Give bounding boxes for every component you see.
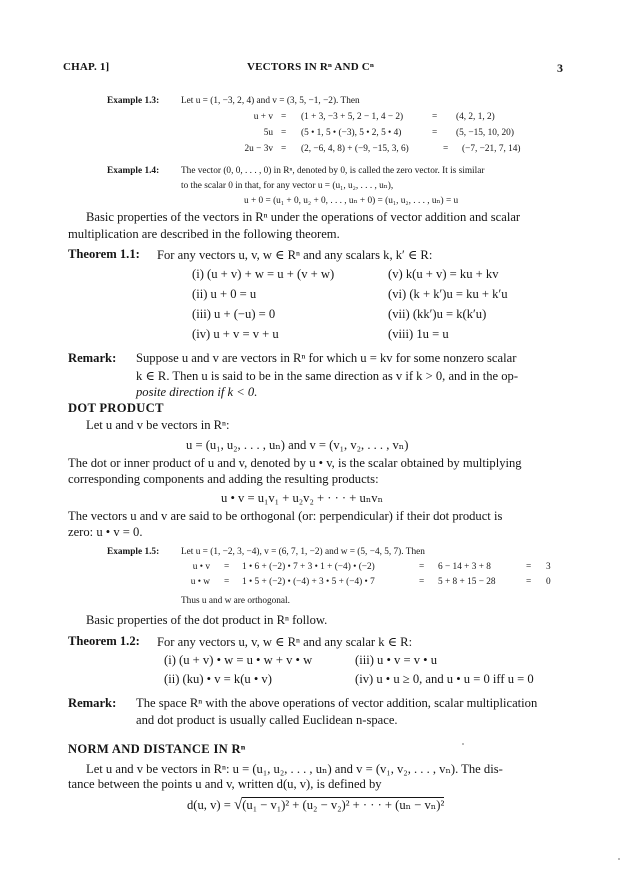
theorem-1-2-intro: For any vectors u, v, w ∈ Rⁿ and any scalar k ∈ R: [157, 635, 413, 649]
remark-1-line3: posite direction if k < 0. [136, 385, 258, 399]
theorem-1-2-item-ii: (ii) (ku) • v = k(u • v) [164, 672, 272, 686]
ex15-row2-eq: = [224, 577, 230, 587]
ex13-row1-mid: (1 + 3, −3 + 5, 2 − 1, 4 − 2) [301, 112, 404, 122]
ex15-row1-lhs: u • v [192, 562, 210, 572]
ex15-row1-eq3: = [526, 562, 532, 572]
scan-speck [462, 743, 464, 745]
ex13-row1-lhs: u + v [253, 112, 273, 122]
ex13-row3-eq2: = [443, 144, 449, 154]
ex15-row2-eq2: = [419, 577, 425, 587]
ex15-row1-eq2: = [419, 562, 425, 572]
ex13-row1-rhs: (4, 2, 1, 2) [456, 112, 495, 122]
example-1-5-note: Thus u and w are orthogonal. [181, 596, 290, 606]
theorem-1-2-item-iii: (iii) u • v = v • u [355, 653, 438, 667]
distance-formula-radicand: (u₁ − v₁)² + (u₂ − v₂)² + · · · + (uₙ − vₙ)² [242, 798, 445, 812]
ex13-row3-eq: = [281, 144, 287, 154]
dot-product-formula: u • v = u₁v₁ + u₂v₂ + · · · + uₙvₙ [221, 491, 384, 505]
theorem-1-1-item-i: (i) (u + v) + w = u + (v + w) [192, 267, 335, 281]
theorem-1-1-item-iv: (iv) u + v = v + u [192, 327, 279, 341]
theorem-1-1-item-vii: (vii) (kk′)u = k(k′u) [388, 307, 487, 321]
remark-2-line2: and dot product is usually called Euclidean n-space. [136, 713, 398, 727]
norm-intro-line2: tance between the points u and v, written d(u, v), is defined by [68, 777, 382, 791]
ex13-row1-eq2: = [432, 112, 438, 122]
theorem-1-1-item-iii: (iii) u + (−u) = 0 [192, 307, 276, 321]
distance-formula [187, 797, 444, 814]
theorem-1-1-item-v: (v) k(u + v) = ku + kv [388, 267, 499, 281]
ex13-row2-eq: = [281, 128, 287, 138]
dot-definition-line1: The dot or inner product of u and v, denoted by u • v, is the scalar obtained by multiplying [68, 456, 522, 470]
distance-formula-lhs: d(u, v) = [187, 798, 234, 812]
chapter-label: CHAP. 1] [63, 61, 110, 73]
ex13-row3-lhs: 2u − 3v [244, 144, 273, 154]
section-heading-norm-distance: NORM AND DISTANCE IN Rⁿ [68, 742, 246, 756]
remark-1-line1: Suppose u and v are vectors in Rⁿ for which u = kv for some nonzero scalar [136, 351, 517, 365]
ex15-row1-result: 3 [546, 562, 551, 572]
running-title: VECTORS IN Rⁿ AND Cⁿ [247, 61, 374, 73]
remark-2-line1: The space Rⁿ with the above operations of vector addition, scalar multiplication [136, 696, 538, 710]
scan-speck [618, 858, 620, 860]
example-1-3-intro: Let u = (1, −3, 2, 4) and v = (3, 5, −1, −2). Then [181, 96, 360, 106]
theorem-1-1-item-vi: (vi) (k + k′)u = ku + k′u [388, 287, 508, 301]
example-1-4-equation: u + 0 = (u₁ + 0, u₂ + 0, . . . , uₙ + 0) = (u₁, u₂, . . . , uₙ) = u [244, 196, 459, 206]
ex15-row2-eq3: = [526, 577, 532, 587]
theorem-1-1-intro: For any vectors u, v, w ∈ Rⁿ and any scalars k, k′ ∈ R: [157, 248, 433, 262]
remark-1-label: Remark: [68, 351, 117, 365]
dot-intro: Let u and v be vectors in Rⁿ: [86, 418, 230, 432]
theorem-1-2-item-iv: (iv) u • u ≥ 0, and u • u = 0 iff u = 0 [355, 672, 534, 686]
ex15-row2-result: 0 [546, 577, 551, 587]
theorem-1-1-label: Theorem 1.1: [68, 247, 140, 261]
ex13-row2-lhs: 5u [263, 128, 273, 138]
ex13-row3-rhs: (−7, −21, 7, 14) [462, 144, 521, 154]
ex13-row2-rhs: (5, −15, 10, 20) [456, 128, 514, 138]
example-1-4-line1: The vector (0, 0, . . . , 0) in Rⁿ, denoted by 0, is called the zero vector. It is similar [181, 166, 485, 176]
ex13-row3-mid: (2, −6, 4, 8) + (−9, −15, 3, 6) [301, 144, 409, 154]
example-1-4-label: Example 1.4: [107, 166, 160, 176]
ex15-row2-mid: 1 • 5 + (−2) • (−4) + 3 • 5 + (−4) • 7 [242, 577, 375, 587]
dot-vectors-equation: u = (u₁, u₂, . . . , uₙ) and v = (v₁, v₂, . . . , vₙ) [186, 438, 409, 452]
basic-properties-line2: multiplication are described in the following theorem. [68, 227, 340, 241]
ex15-row2-lhs: u • w [190, 577, 210, 587]
ex15-row1-rhs: 6 − 14 + 3 + 8 [438, 562, 491, 572]
remark-2-label: Remark: [68, 696, 117, 710]
ex13-row2-mid: (5 • 1, 5 • (−3), 5 • 2, 5 • 4) [301, 128, 402, 138]
ex13-row1-eq: = [281, 112, 287, 122]
basic-properties-line1: Basic properties of the vectors in Rⁿ under the operations of vector addition and scalar [86, 210, 521, 224]
theorem-1-2-label: Theorem 1.2: [68, 634, 140, 648]
theorem-1-2-item-i: (i) (u + v) • w = u • w + v • w [164, 653, 313, 667]
theorem-1-1-item-ii: (ii) u + 0 = u [192, 287, 257, 301]
ex15-row1-eq: = [224, 562, 230, 572]
norm-intro-line1: Let u and v be vectors in Rⁿ: u = (u₁, u₂, . . . , uₙ) and v = (v₁, v₂, . . . , vₙ). The dis- [86, 762, 503, 776]
ex15-row1-mid: 1 • 6 + (−2) • 7 + 3 • 1 + (−4) • (−2) [242, 562, 375, 572]
example-1-4-line2: to the scalar 0 in that, for any vector u = (u₁, u₂, . . . , uₙ), [181, 181, 394, 191]
dot-definition-line2: corresponding components and adding the resulting products: [68, 472, 379, 486]
remark-1-line2: k ∈ R. Then u is said to be in the same direction as v if k > 0, and in the op- [136, 369, 519, 383]
dot-properties-intro: Basic properties of the dot product in Rⁿ follow. [86, 613, 328, 627]
example-1-3-label: Example 1.3: [107, 96, 160, 106]
orthogonal-line1: The vectors u and v are said to be orthogonal (or: perpendicular) if their dot product is [68, 509, 503, 523]
example-1-5-intro: Let u = (1, −2, 3, −4), v = (6, 7, 1, −2) and w = (5, −4, 5, 7). Then [181, 547, 425, 557]
ex15-row2-rhs: 5 + 8 + 15 − 28 [438, 577, 496, 587]
sqrt-sign-icon: √ [233, 797, 243, 813]
example-1-5-label: Example 1.5: [107, 547, 160, 557]
section-heading-dot-product: DOT PRODUCT [68, 401, 164, 415]
theorem-1-1-item-viii: (viii) 1u = u [388, 327, 449, 341]
ex13-row2-eq2: = [432, 128, 438, 138]
orthogonal-line2: zero: u • v = 0. [68, 525, 143, 539]
page-number: 3 [557, 61, 564, 75]
